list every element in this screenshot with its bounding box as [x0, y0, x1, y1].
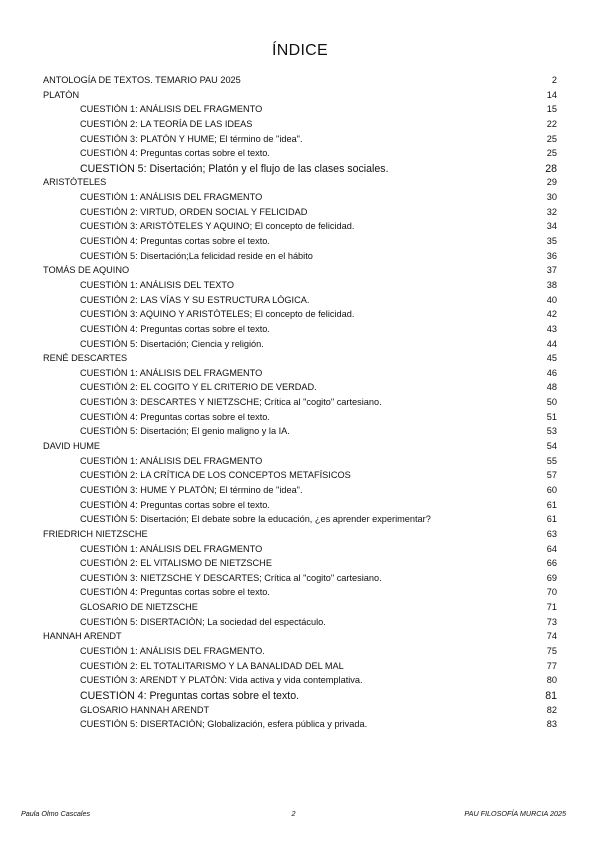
toc-entry-label: CUESTIÓN 5: Disertación; Platón y el flujo de las clases sociales. [80, 162, 389, 175]
toc-entry-page: 80 [546, 675, 557, 686]
toc-subsection-entry[interactable] [43, 485, 557, 500]
toc-entry-label: CUESTIÓN 1: ANÁLISIS DEL FRAGMENTO [80, 543, 263, 554]
toc-entry-label: GLOSARIO HANNAH ARENDT [80, 704, 210, 715]
toc-entry-label: CUESTIÓN 1: ANÁLISIS DEL FRAGMENTO. [80, 645, 265, 656]
toc-entry-page: 32 [546, 206, 557, 217]
toc-entry-label: ANTOLOGÍA DE TEXTOS. TEMARIO PAU 2025 [43, 75, 241, 85]
toc-entry-page: 75 [546, 645, 557, 656]
toc-section-entry[interactable] [43, 631, 557, 646]
toc-entry-label: CUESTIÓN 3: AQUINO Y ARISTÓTELES; El concepto de felicidad. [80, 309, 355, 320]
toc-subsection-entry[interactable] [43, 163, 557, 178]
toc-subsection-entry[interactable] [43, 148, 557, 163]
toc-entry-label: CUESTIÓN 1: ANÁLISIS DEL FRAGMENTO [80, 367, 263, 378]
toc-entry-page: 54 [546, 441, 557, 452]
toc-entry-label: CUESTIÓN 2: EL TOTALITARISMO Y LA BANALIDAD DEL MAL [80, 660, 344, 671]
toc-entry-label: CUESTIÓN 2: EL COGITO Y EL CRITERIO DE VERDAD. [80, 382, 317, 393]
toc-entry-label: PLATÓN [43, 89, 80, 100]
toc-entry-page: 48 [546, 382, 557, 393]
toc-subsection-entry[interactable] [43, 719, 557, 734]
toc-subsection-entry[interactable] [43, 134, 557, 149]
toc-subsection-entry[interactable] [43, 602, 557, 617]
toc-subsection-entry[interactable] [43, 646, 557, 661]
toc-subsection-entry[interactable] [43, 192, 557, 207]
toc-entry-page: 60 [546, 484, 557, 495]
toc-subsection-entry[interactable] [43, 382, 557, 397]
toc-subsection-entry[interactable] [43, 456, 557, 471]
toc-subsection-entry[interactable] [43, 544, 557, 559]
toc-entry-label: CUESTIÓN 5: DISERTACIÓN; Globalización, esfera pública y privada. [80, 719, 368, 730]
toc-entry-page: 51 [546, 411, 557, 422]
footer-course: PAU FILOSOFÍA MURCIA 2025 [464, 809, 567, 818]
toc-entry-label: CUESTIÓN 4: Preguntas cortas sobre el texto. [80, 148, 270, 159]
table-of-contents [43, 75, 557, 734]
toc-entry-label: CUESTIÓN 4: Preguntas cortas sobre el texto. [80, 236, 270, 247]
toc-entry-page: 69 [546, 572, 557, 583]
toc-subsection-entry[interactable] [43, 236, 557, 251]
toc-entry-label: HANNAH ARENDT [43, 631, 122, 642]
toc-entry-page: 38 [546, 279, 557, 290]
toc-entry-label: ARISTÓTELES [43, 177, 107, 188]
toc-entry-page: 66 [546, 558, 557, 569]
toc-entry-page: 61 [546, 514, 557, 525]
toc-entry-label: CUESTIÓN 3: HUME Y PLATÓN; El término de "idea". [80, 484, 303, 495]
footer-author: Paula Olmo Cascales [21, 809, 91, 818]
toc-entry-label: TOMÁS DE AQUINO [43, 265, 130, 276]
toc-entry-page: 61 [546, 499, 557, 510]
toc-entry-page: 14 [546, 89, 557, 100]
toc-subsection-entry[interactable] [43, 339, 557, 354]
toc-entry-page: 43 [546, 323, 557, 334]
toc-entry-page: 44 [546, 338, 557, 349]
toc-entry-label: CUESTIÓN 5: Disertación; El genio maligno y la IA. [80, 426, 290, 437]
toc-entry-page: 57 [546, 470, 557, 481]
toc-section-entry[interactable] [43, 265, 557, 280]
toc-subsection-entry[interactable] [43, 221, 557, 236]
toc-subsection-entry[interactable] [43, 104, 557, 119]
toc-entry-page: 63 [546, 528, 557, 539]
toc-subsection-entry[interactable] [43, 573, 557, 588]
toc-entry-page: 45 [546, 353, 557, 364]
toc-entry-page: 55 [546, 455, 557, 466]
toc-entry-page: 73 [546, 616, 557, 627]
toc-entry-page: 42 [546, 309, 557, 320]
toc-subsection-entry[interactable] [43, 617, 557, 632]
toc-subsection-entry[interactable] [43, 426, 557, 441]
toc-entry-page: 50 [546, 397, 557, 408]
toc-section-entry[interactable] [43, 529, 557, 544]
toc-entry-label: CUESTIÓN 3: NIETZSCHE Y DESCARTES; Crítica al "cogito" cartesiano. [80, 572, 382, 583]
toc-entry-label: CUESTIÓN 3: ARISTÓTELES Y AQUINO; El concepto de felicidad. [80, 221, 355, 232]
toc-entry-label: CUESTIÓN 5: Disertación; Ciencia y religión. [80, 338, 264, 349]
toc-entry-label: CUESTIÓN 4: Preguntas cortas sobre el texto. [80, 323, 270, 334]
toc-entry-page: 40 [546, 294, 557, 305]
toc-entry-label: CUESTIÓN 4: Preguntas cortas sobre el texto. [80, 499, 270, 510]
toc-subsection-entry[interactable] [43, 280, 557, 295]
toc-entry-page: 29 [546, 177, 557, 188]
toc-entry-label: CUESTIÓN 2: VIRTUD, ORDEN SOCIAL Y FELICIDAD [80, 206, 308, 217]
toc-entry-page: 37 [546, 265, 557, 276]
toc-subsection-entry[interactable] [43, 661, 557, 676]
toc-subsection-entry[interactable] [43, 514, 557, 529]
toc-entry-label: CUESTIÓN 4: Preguntas cortas sobre el texto. [80, 587, 270, 598]
toc-subsection-entry[interactable] [43, 251, 557, 266]
toc-section-entry[interactable] [43, 90, 557, 105]
toc-entry-page: 81 [545, 689, 557, 702]
toc-section-entry[interactable] [43, 441, 557, 456]
toc-subsection-entry[interactable] [43, 675, 557, 690]
toc-entry-label: CUESTIÓN 1: ANÁLISIS DEL FRAGMENTO [80, 104, 263, 115]
toc-entry-label: CUESTIÓN 2: LAS VÍAS Y SU ESTRUCTURA LÓGICA. [80, 294, 310, 305]
toc-subsection-entry[interactable] [43, 587, 557, 602]
toc-entry-page: 22 [546, 118, 557, 129]
toc-entry-label: CUESTIÓN 2: EL VITALISMO DE NIETZSCHE [80, 558, 272, 569]
toc-section-entry[interactable] [43, 353, 557, 368]
toc-entry-page: 36 [546, 250, 557, 261]
toc-entry-page: 28 [545, 162, 557, 175]
toc-subsection-entry[interactable] [43, 309, 557, 324]
toc-entry-label: CUESTIÓN 5: Disertación;La felicidad reside en el hábito [80, 250, 313, 261]
toc-subsection-entry[interactable] [43, 295, 557, 310]
toc-entry-label: GLOSARIO DE NIETZSCHE [80, 602, 198, 613]
toc-entry-page: 83 [546, 719, 557, 730]
toc-entry-page: 71 [546, 602, 557, 613]
toc-entry-page: 25 [546, 133, 557, 144]
toc-entry-page: 34 [546, 221, 557, 232]
toc-subsection-entry[interactable] [43, 470, 557, 485]
toc-entry-page: 74 [546, 631, 557, 642]
toc-entry-page: 25 [546, 148, 557, 159]
page-title: ÍNDICE [271, 42, 329, 59]
toc-subsection-entry[interactable] [43, 558, 557, 573]
toc-entry-label: CUESTIÓN 2: LA TEORÍA DE LAS IDEAS [80, 118, 253, 129]
toc-subsection-entry[interactable] [43, 705, 557, 720]
toc-subsection-entry[interactable] [43, 500, 557, 515]
page-footer [21, 809, 566, 818]
toc-entry-label: CUESTIÓN 4: Preguntas cortas sobre el texto. [80, 689, 300, 702]
toc-subsection-entry[interactable] [43, 690, 557, 705]
toc-entry-page: 53 [546, 426, 557, 437]
toc-entry-page: 30 [546, 192, 557, 203]
toc-entry-page: 77 [546, 660, 557, 671]
toc-entry-page: 46 [546, 367, 557, 378]
toc-subsection-entry[interactable] [43, 324, 557, 339]
toc-entry-label: CUESTIÓN 5: Disertación; El debate sobre la educación, ¿es aprender experimentar? [80, 514, 431, 525]
toc-entry-page: 35 [546, 236, 557, 247]
toc-subsection-entry[interactable] [43, 207, 557, 222]
toc-subsection-entry[interactable] [43, 119, 557, 134]
toc-subsection-entry[interactable] [43, 397, 557, 412]
toc-entry-page: 64 [546, 543, 557, 554]
toc-entry-label: RENÉ DESCARTES [43, 353, 128, 364]
toc-section-entry[interactable] [43, 75, 557, 90]
footer-page-number: 2 [291, 809, 296, 818]
toc-entry-page: 70 [546, 587, 557, 598]
toc-entry-label: CUESTIÓN 1: ANÁLISIS DEL FRAGMENTO [80, 455, 263, 466]
toc-entry-label: CUESTIÓN 3: DESCARTES Y NIETZSCHE; Crítica al "cogito" cartesiano. [80, 397, 382, 408]
toc-entry-label: CUESTIÓN 5: DISERTACIÓN; La sociedad del espectáculo. [80, 616, 326, 627]
toc-entry-label: CUESTIÓN 1: ANÁLISIS DEL FRAGMENTO [80, 192, 263, 203]
toc-entry-label: CUESTIÓN 3: ARENDT Y PLATÓN: Vida activa y vida contemplativa. [80, 675, 363, 686]
toc-subsection-entry[interactable] [43, 412, 557, 427]
toc-entry-label: CUESTIÓN 3: PLATÓN Y HUME; El término de "idea". [80, 133, 303, 144]
toc-subsection-entry[interactable] [43, 368, 557, 383]
toc-entry-label: FRIEDRICH NIETZSCHE [43, 528, 148, 539]
toc-entry-label: DAVID HUME [43, 441, 100, 452]
toc-entry-label: CUESTIÓN 2: LA CRÍTICA DE LOS CONCEPTOS METAFÍSICOS [80, 470, 351, 481]
toc-section-entry[interactable] [43, 177, 557, 192]
toc-entry-page: 15 [546, 104, 557, 115]
toc-entry-page: 2 [551, 75, 557, 85]
toc-entry-label: CUESTIÓN 4: Preguntas cortas sobre el texto. [80, 411, 270, 422]
toc-entry-page: 82 [546, 704, 557, 715]
toc-entry-label: CUESTIÓN 1: ANÁLISIS DEL TEXTO [80, 279, 235, 290]
